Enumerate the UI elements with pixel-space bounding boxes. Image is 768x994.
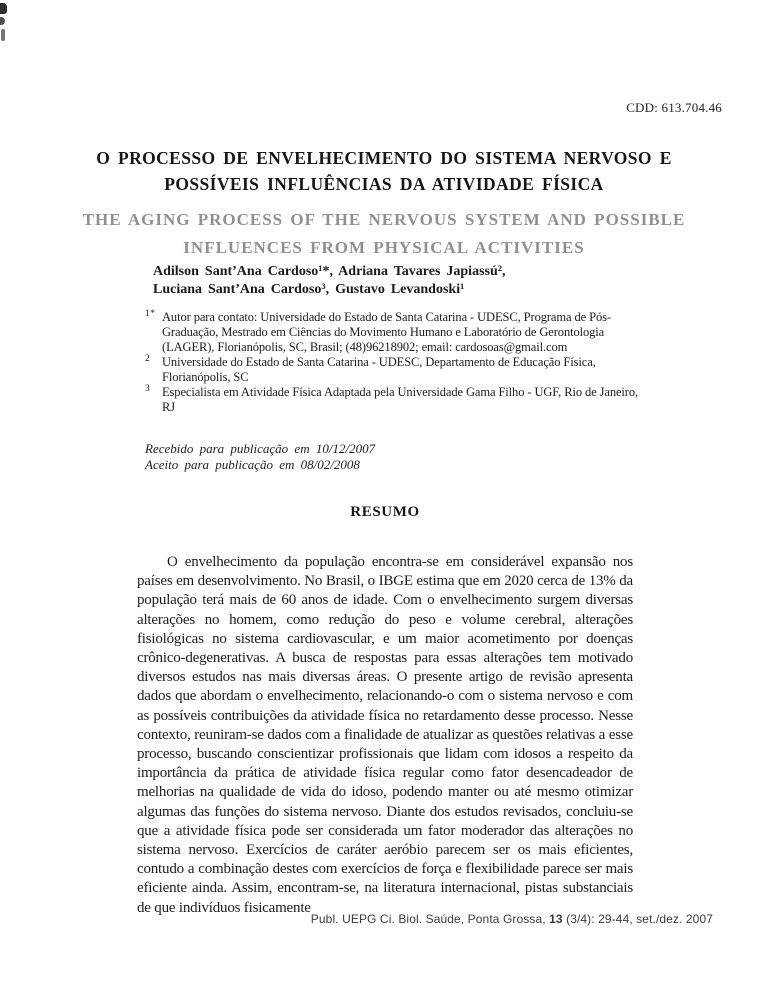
article-title-en-line2: INFLUENCES FROM PHYSICAL ACTIVITIES [183, 238, 585, 257]
footnote-text: Especialista em Atividade Física Adaptada pela Universidade Gama Filho - UGF, Rio de Janeiro, RJ [162, 385, 639, 414]
journal-citation-prefix: Publ. UEPG Ci. Biol. Saúde, Ponta Grossa, [310, 912, 550, 926]
footnote-affiliation-3 [145, 385, 640, 415]
footnote-text: Autor para contato: Universidade do Estado de Santa Catarina - UDESC, Programa de Pós-Graduação, Mestrado em Ciências do Movimento Humano e Laboratório de Gerontologia (LAGER), Florianópolis, SC, Brasil; (48)96218902; email: cardosoas@gmail.com [162, 310, 611, 354]
accepted-date: Aceito para publicação em 08/02/2008 [145, 457, 360, 472]
abstract-heading: RESUMO [350, 504, 420, 520]
author-affiliations [145, 310, 640, 415]
author-line-1: Adilson Sant’Ana Cardoso¹*, Adriana Tavares Japiassú², [153, 264, 506, 279]
abstract-text: O envelhecimento da população encontra-se em considerável expansão nos países em desenvolvimento. No Brasil, o IBGE estima que em 2020 cerca de 13% da população terá mais de 60 anos de idade. Com o envelhecimento surgem diversas alterações no homem, como redução do peso e volume cerebral, alterações fisiológicas no sistema cardiovascular, e um maior acometimento por doenças crônico-degenerativas. A busca de respostas para essas alterações tem motivado diversos estudos nas mais diversas áreas. O presente artigo de revisão apresenta dados que abordam o envelhecimento, relacionando-o com o sistema nervoso e com as possíveis contribuições da atividade física no retardamento desse processo. Nesse contexto, reuniram-se dados com a finalidade de atualizar as questões relativas a esse processo, buscando conscientizar profissionais que lidam com idosos a respeito da importância da prática de atividade física regular como fator desencadeador de melhorias na qualidade de vida do idoso, podendo manter ou até mesmo otimizar algumas das funções do sistema nervoso. Diante dos estudos revisados, concluiu-se que a atividade física pode ser considerada um fator moderador das alterações no sistema nervoso. Exercícios de caráter aeróbio parecem ser os mais eficientes, contudo a combinação destes com exercícios de força e flexibilidade parece ser mais eficiente ainda. Assim, encontram-se, na literatura internacional, pistas substanciais de que indivíduos fisicamente [137, 554, 633, 916]
journal-citation-suffix: (3/4): 29-44, set./dez. 2007 [562, 912, 713, 926]
footnote-marker: 2 [145, 354, 151, 364]
scan-artifact [0, 17, 5, 25]
journal-volume: 13 [549, 912, 563, 926]
author-list [153, 263, 623, 298]
scan-artifact [1, 29, 5, 41]
article-title-pt-line2: POSSÍVEIS INFLUÊNCIAS DA ATIVIDADE FÍSICA [164, 174, 604, 194]
publication-dates [145, 441, 575, 473]
journal-footer [311, 912, 713, 926]
cdd-classification: CDD: 613.704.46 [626, 100, 722, 115]
footnote-contact-author [145, 310, 640, 355]
footnote-marker: 3 [145, 384, 151, 394]
footnote-affiliation-2 [145, 355, 640, 385]
scan-artifact [0, 3, 7, 14]
footnote-marker: 1* [145, 309, 156, 319]
author-line-2: Luciana Sant’Ana Cardoso³, Gustavo Levandoski¹ [153, 281, 465, 297]
received-date: Recebido para publicação em 10/12/2007 [145, 441, 376, 456]
article-title-portuguese [64, 145, 704, 197]
article-title-en-line1: THE AGING PROCESS OF THE NERVOUS SYSTEM AND POSSIBLE [82, 210, 686, 229]
article-title-english [54, 206, 714, 262]
footnote-text: Universidade do Estado de Santa Catarina - UDESC, Departamento de Educação Física, Florianópolis, SC [162, 355, 596, 384]
article-title-pt-line1: O PROCESSO DE ENVELHECIMENTO DO SISTEMA NERVOSO E [96, 148, 672, 168]
